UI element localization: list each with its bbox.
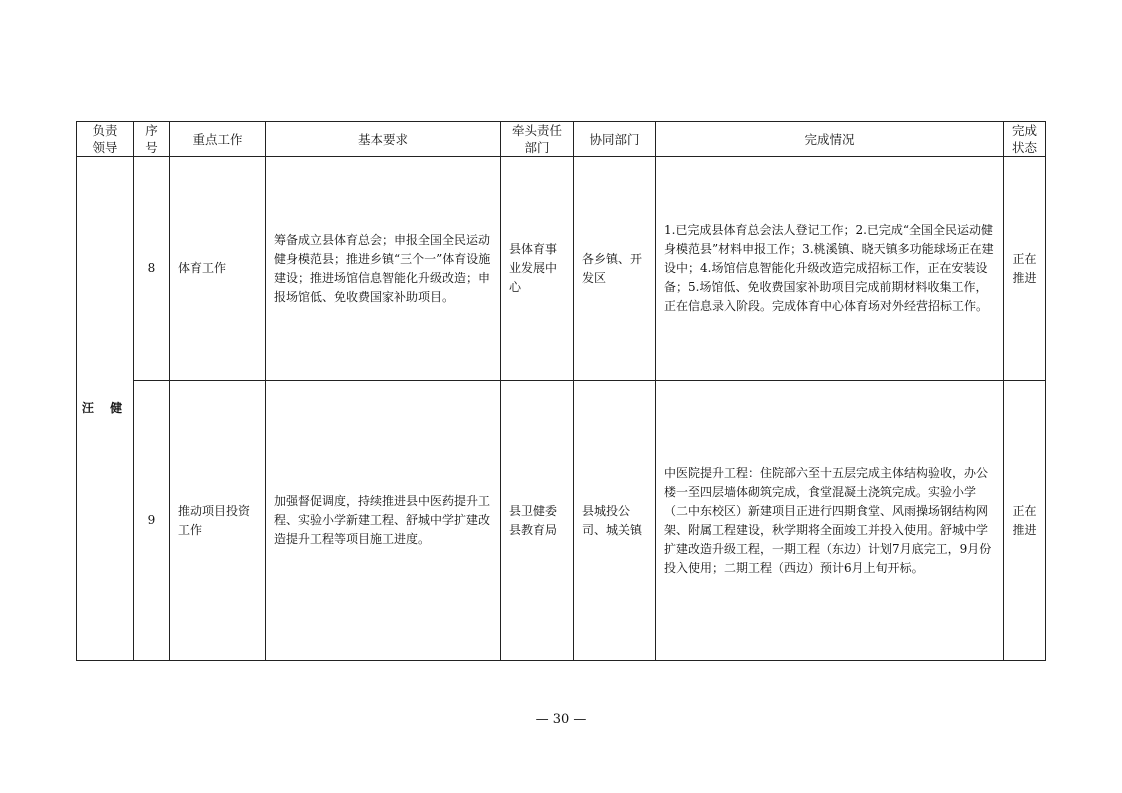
row-seq: 8 (134, 157, 170, 381)
row-requirement: 筹备成立县体育总会；申报全国全民运动健身模范县；推进乡镇“三个一”体育设施建设；推进场馆信息智能化升级改造；申报场馆低、免收费国家补助项目。 (266, 157, 501, 381)
row-work: 体育工作 (170, 157, 266, 381)
row-coop-dept: 县城投公司、城关镇 (574, 381, 656, 661)
row-status: 正在推进 (1004, 157, 1046, 381)
row-seq: 9 (134, 381, 170, 661)
row-progress: 中医院提升工程：住院部六至十五层完成主体结构验收，办公楼一至四层墙体砌筑完成，食堂混凝土浇筑完成。实验小学（二中东校区）新建项目正进行四期食堂、风雨操场钢结构网架、附属工程建设，秋学期将全面竣工并投入使用。舒城中学扩建改造升级工程，一期工程（东边）计划7月底完工，9月份投入使用；二期工程（西边）预计6月上旬开标。 (656, 381, 1004, 661)
work-progress-table (76, 121, 1046, 661)
header-leader: 负责领导 (77, 122, 134, 157)
header-key-work: 重点工作 (170, 122, 266, 157)
header-status: 完成状态 (1004, 122, 1046, 157)
table-row (77, 157, 1046, 381)
row-work: 推动项目投资工作 (170, 381, 266, 661)
page-number: — 30 — (535, 712, 587, 727)
row-requirement: 加强督促调度，持续推进县中医药提升工程、实验小学新建工程、舒城中学扩建改造提升工程等项目施工进度。 (266, 381, 501, 661)
row-coop-dept: 各乡镇、开发区 (574, 157, 656, 381)
table-row (77, 381, 1046, 661)
header-coop-dept: 协同部门 (574, 122, 656, 157)
leader-name: 汪 健 (77, 157, 134, 661)
header-lead-dept: 牵头责任部门 (501, 122, 574, 157)
row-progress: 1.已完成县体育总会法人登记工作；2.已完成“全国全民运动健身模范县”材料申报工作；3.桃溪镇、晓天镇多功能球场正在建设中；4.场馆信息智能化升级改造完成招标工作，正在安装设备；5.场馆低、免收费国家补助项目完成前期材料收集工作，正在信息录入阶段。完成体育中心体育场对外经营招标工作。 (656, 157, 1004, 381)
row-status: 正在推进 (1004, 381, 1046, 661)
row-lead-dept: 县体育事业发展中心 (501, 157, 574, 381)
row-lead-dept: 县卫健委县教育局 (501, 381, 574, 661)
header-requirement: 基本要求 (266, 122, 501, 157)
header-seq: 序号 (134, 122, 170, 157)
header-progress: 完成情况 (656, 122, 1004, 157)
table-header-row (77, 122, 1046, 157)
